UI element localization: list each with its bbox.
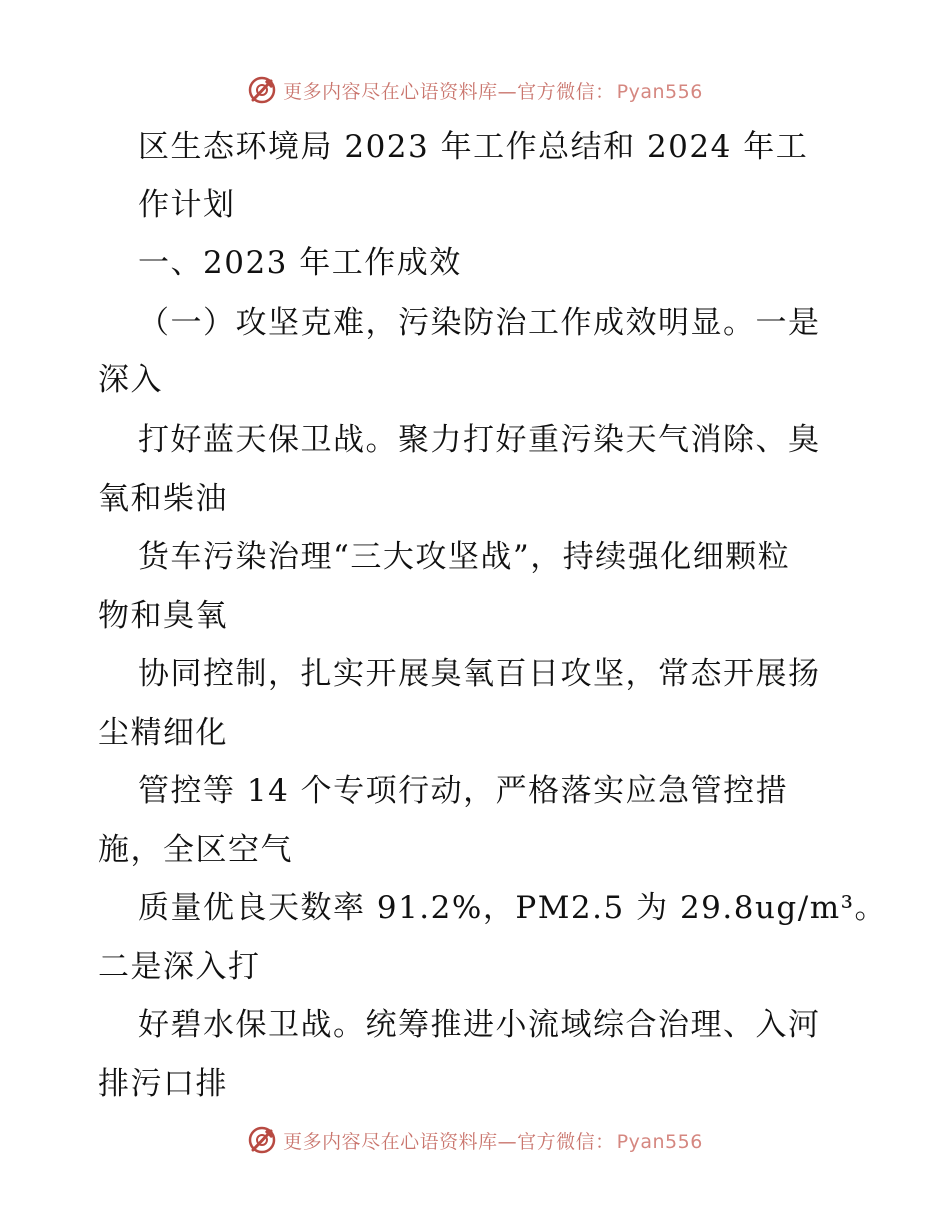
paragraph-line: 质量优良天数率 91.2%，PM2.5 为 29.8ug/m³。 bbox=[138, 890, 888, 926]
paragraph-line: 货车污染治理“三大攻坚战”，持续强化细颗粒 bbox=[138, 539, 791, 575]
wechat-id: Pyan556 bbox=[616, 80, 703, 103]
section-heading: 一、2023 年工作成效 bbox=[138, 245, 462, 281]
banner-text: 更多内容尽在心语资料库—官方微信： Pyan556 bbox=[283, 1130, 703, 1153]
footer-banner bbox=[0, 1120, 950, 1160]
paragraph-line: 物和臭氧 bbox=[98, 598, 228, 634]
doc-title-line-1: 区生态环境局 2023 年工作总结和 2024 年工 bbox=[138, 129, 809, 165]
doc-title-line-2: 作计划 bbox=[138, 187, 236, 223]
paragraph-line: 氧和柴油 bbox=[98, 481, 228, 517]
pen-logo-icon bbox=[247, 75, 277, 105]
paragraph-line: 二是深入打 bbox=[98, 949, 261, 985]
paragraph-line: 好碧水保卫战。统筹推进小流域综合治理、入河 bbox=[138, 1007, 821, 1043]
paragraph-line: 施，全区空气 bbox=[98, 832, 293, 868]
paragraph-line: 协同控制，扎实开展臭氧百日攻坚，常态开展扬 bbox=[138, 656, 821, 692]
wechat-id: Pyan556 bbox=[616, 1130, 703, 1153]
paragraph-line: （一）攻坚克难，污染防治工作成效明显。一是 bbox=[138, 305, 821, 341]
paragraph-line: 排污口排 bbox=[98, 1066, 228, 1102]
header-banner bbox=[0, 70, 950, 110]
paragraph-line: 打好蓝天保卫战。聚力打好重污染天气消除、臭 bbox=[138, 422, 821, 458]
paragraph-line: 管控等 14 个专项行动，严格落实应急管控措 bbox=[138, 773, 789, 809]
paragraph-line: 尘精细化 bbox=[98, 715, 228, 751]
banner-text: 更多内容尽在心语资料库—官方微信： Pyan556 bbox=[283, 80, 703, 103]
paragraph-line: 深入 bbox=[98, 362, 163, 398]
pen-logo-icon bbox=[247, 1125, 277, 1155]
